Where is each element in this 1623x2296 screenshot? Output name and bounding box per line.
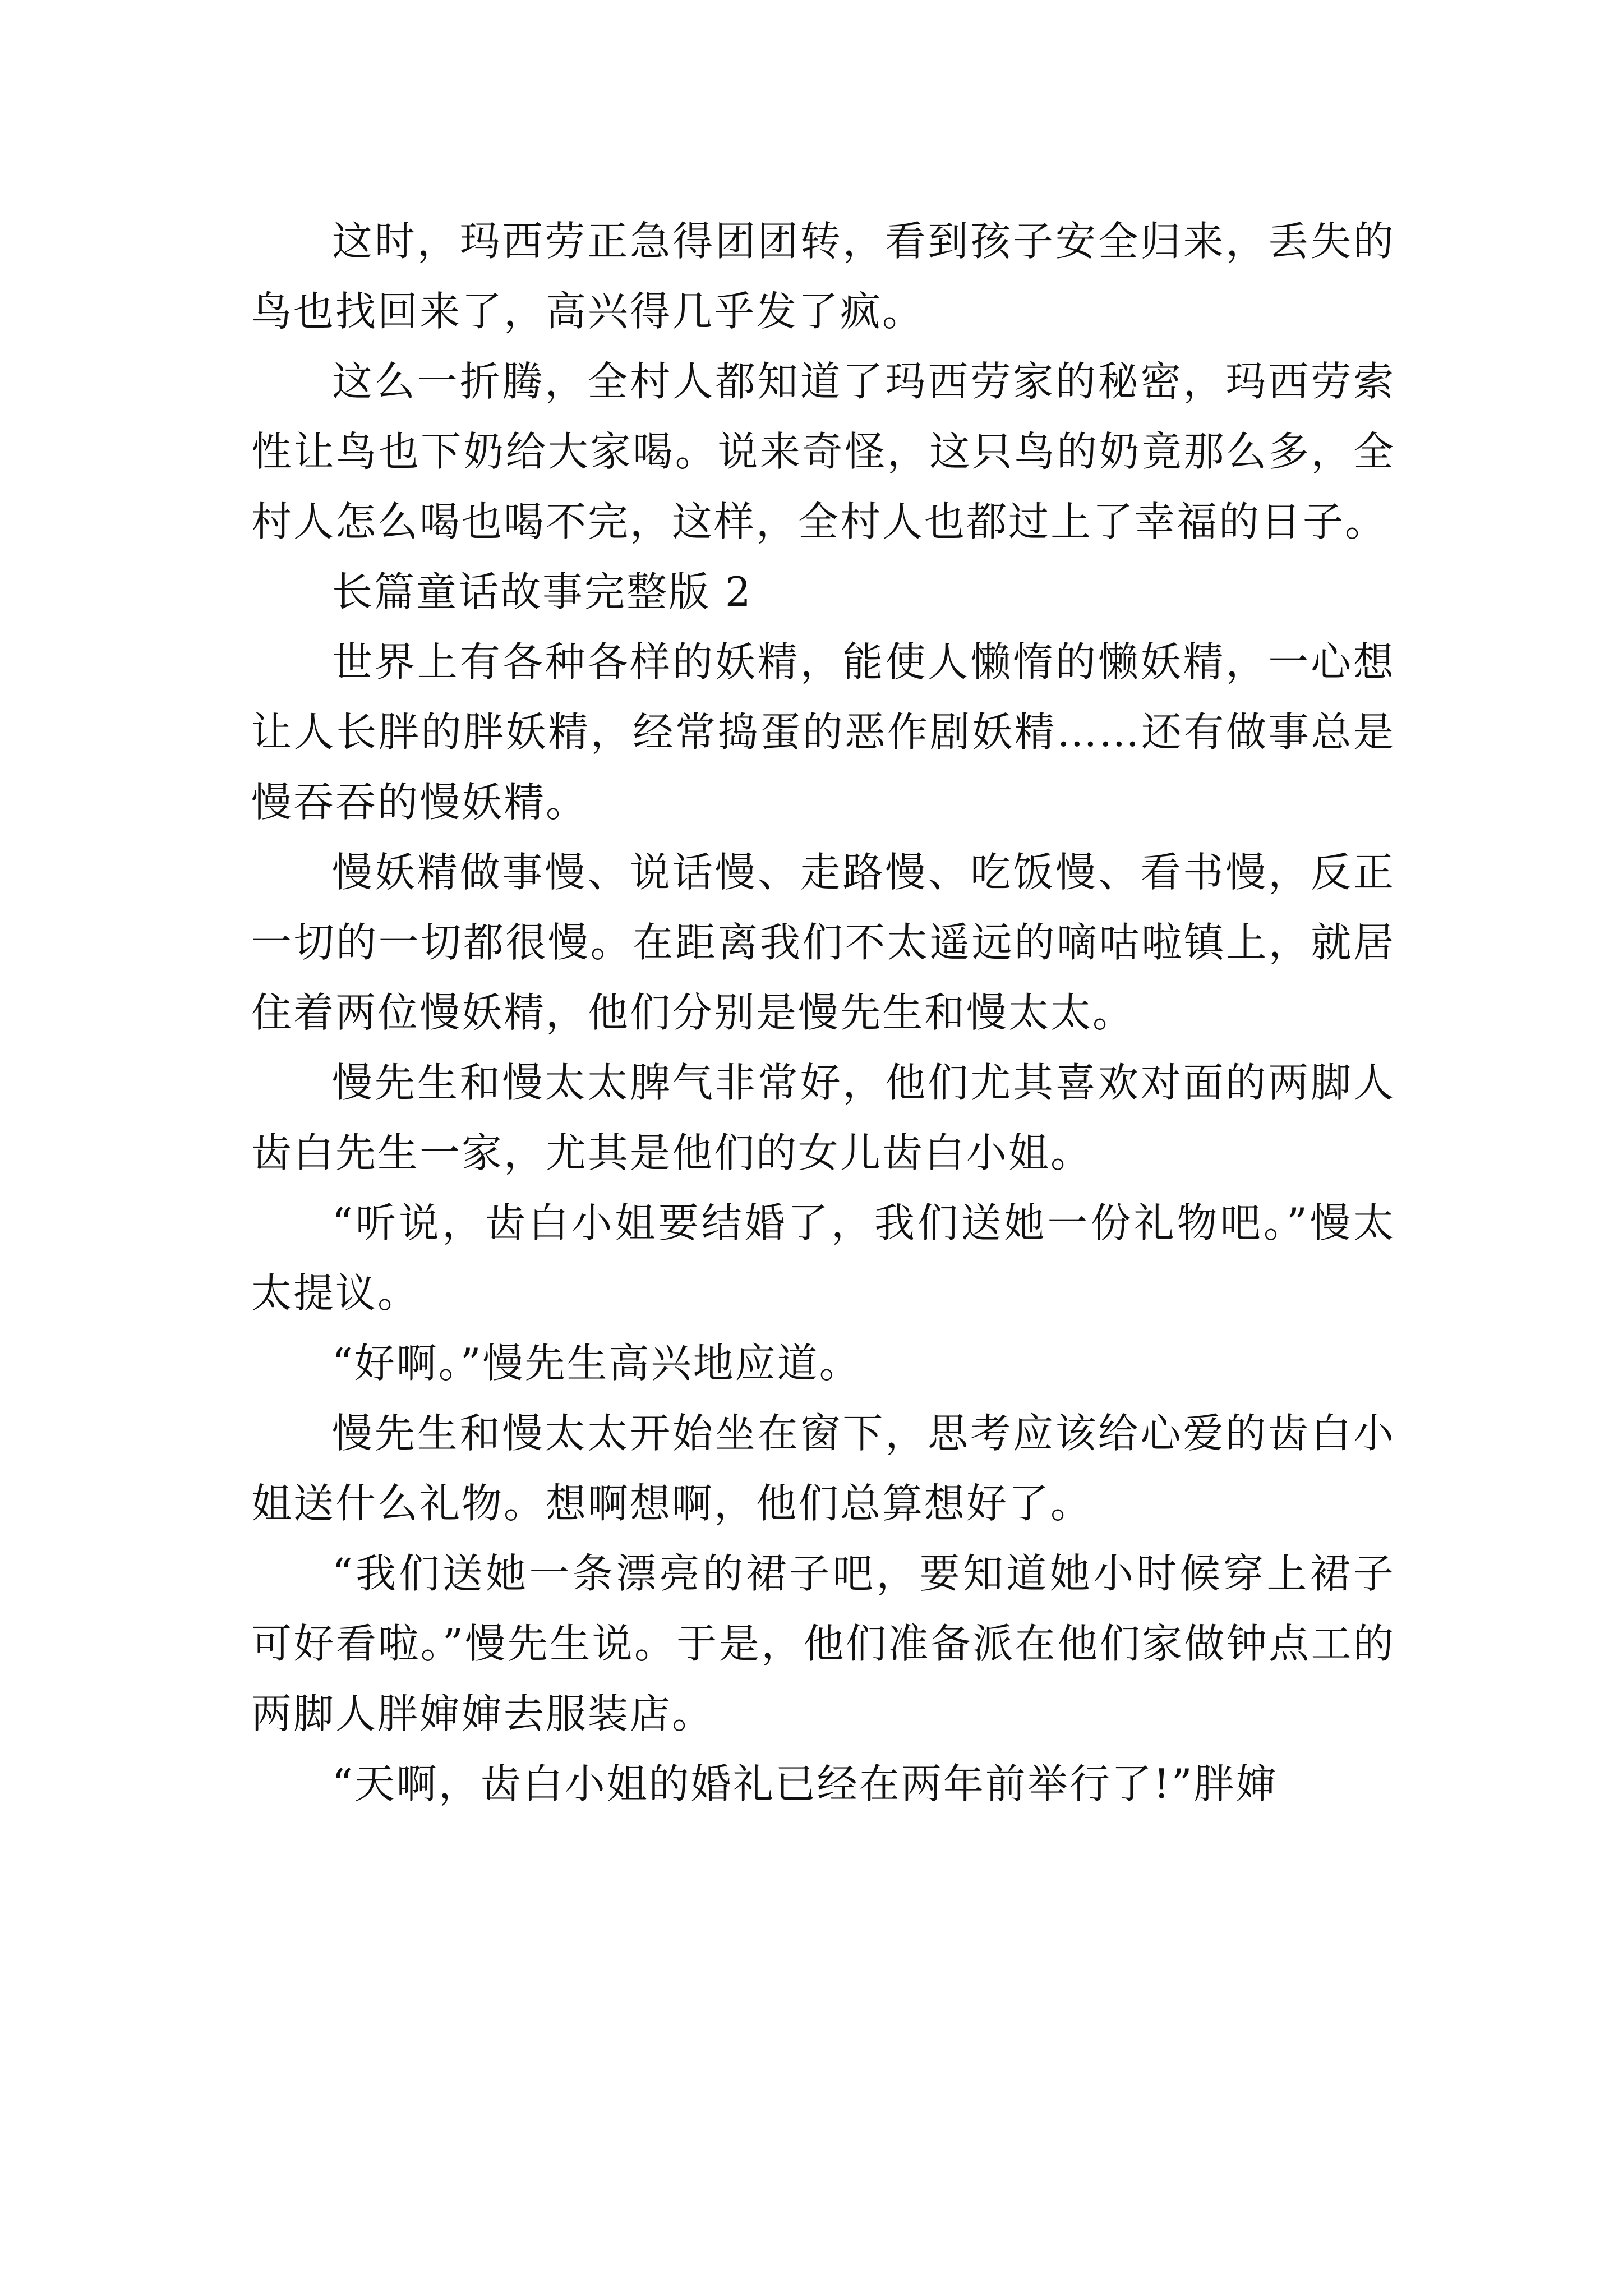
paragraph: 慢妖精做事慢、说话慢、走路慢、吃饭慢、看书慢，反正一切的一切都很慢。在距离我们不太遥远的嘀咕啦镇上，就居住着两位慢妖精，他们分别是慢先生和慢太太。 [251,849,1395,1036]
paragraph: 世界上有各种各样的妖精，能使人懒惰的懒妖精，一心想让人长胖的胖妖精，经常捣蛋的恶作剧妖精……还有做事总是慢吞吞的慢妖精。 [251,638,1395,826]
paragraph: 这时，玛西劳正急得团团转，看到孩子安全归来，丢失的鸟也找回来了，高兴得几乎发了疯。 [251,218,1395,335]
paragraph: 慢先生和慢太太脾气非常好，他们尤其喜欢对面的两脚人齿白先生一家，尤其是他们的女儿齿白小姐。 [251,1059,1395,1176]
document-body [251,206,1395,1819]
paragraph: “我们送她一条漂亮的裙子吧，要知道她小时候穿上裙子可好看啦。”慢先生说。于是，他们准备派在他们家做钟点工的两脚人胖婶婶去服装店。 [251,1550,1395,1737]
paragraph: 慢先生和慢太太开始坐在窗下，思考应该给心爱的齿白小姐送什么礼物。想啊想啊，他们总算想好了。 [251,1410,1395,1527]
section-heading: 长篇童话故事完整版 2 [332,568,753,615]
paragraph: “好啊。”慢先生高兴地应道。 [332,1340,861,1387]
paragraph: 这么一折腾，全村人都知道了玛西劳家的秘密，玛西劳索性让鸟也下奶给大家喝。说来奇怪，这只鸟的奶竟那么多，全村人怎么喝也喝不完，这样，全村人也都过上了幸福的日子。 [251,358,1395,545]
paragraph: “听说，齿白小姐要结婚了，我们送她一份礼物吧。”慢太太提议。 [251,1199,1395,1317]
paragraph: “天啊，齿白小姐的婚礼已经在两年前举行了!”胖婶 [332,1760,1278,1807]
